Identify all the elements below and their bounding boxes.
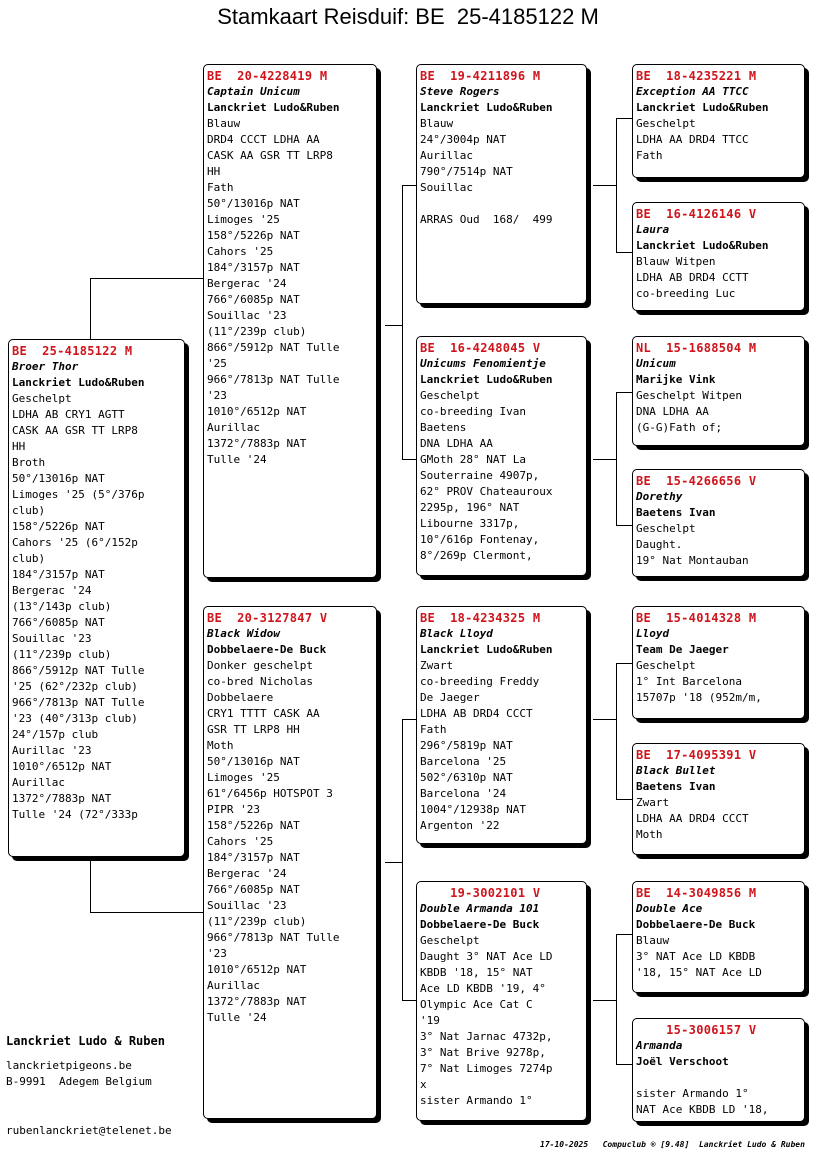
page-title: Stamkaart Reisduif: BE 25-4185122 M <box>217 4 599 29</box>
connector <box>402 459 417 460</box>
info-line: Souillac '23 <box>12 632 92 645</box>
ring-number: BE 25-4185122 M <box>12 344 133 358</box>
info-line: 1010°/6512p NAT <box>12 760 112 773</box>
owner-website[interactable]: lanckrietpigeons.be <box>6 1059 132 1072</box>
ring-number: BE 15-4014328 M <box>636 611 757 625</box>
pigeon-card-sire-dam-dam[interactable] <box>632 469 805 577</box>
info-line: 1372°/7883p NAT <box>207 437 307 450</box>
info-line: '25 (62°/232p club) <box>12 680 138 693</box>
info-line: Aurillac '23 <box>12 744 92 757</box>
info-line: club) <box>12 504 46 517</box>
info-line: Souillac '23 <box>207 899 287 912</box>
breeder-name: Baetens Ivan <box>636 780 716 793</box>
pigeon-card-subject[interactable] <box>8 339 185 857</box>
pigeon-card-dam-dam-sire[interactable] <box>632 881 805 993</box>
info-line: Blauw <box>207 117 241 130</box>
ring-number: BE 15-4266656 V <box>636 474 757 488</box>
info-line: 158°/5226p NAT <box>207 229 300 242</box>
info-line: 184°/3157p NAT <box>12 568 105 581</box>
ring-number: NL 15-1688504 M <box>636 341 757 355</box>
pigeon-card-sire-dam[interactable] <box>416 336 587 576</box>
info-line: LDHA AA DRD4 TTCC <box>636 133 749 146</box>
info-line: 3° NAT Ace LD KBDB <box>636 950 756 963</box>
breeder-name: Dobbelaere-De Buck <box>636 918 756 931</box>
info-line: 8°/269p Clermont, <box>420 549 533 562</box>
info-line: Aurillac <box>420 149 473 162</box>
info-line: (11°/239p club) <box>207 915 307 928</box>
breeder-name: Baetens Ivan <box>636 506 716 519</box>
connector <box>402 185 417 186</box>
connector <box>402 1000 417 1001</box>
info-line: LDHA AB DRD4 CCCT <box>420 707 533 720</box>
info-line: Aurillac <box>207 979 260 992</box>
info-line: (13°/143p club) <box>12 600 112 613</box>
info-line: Bergerac '24 <box>207 277 287 290</box>
connector <box>90 278 204 279</box>
info-line: 24°/3004p NAT <box>420 133 507 146</box>
info-line: 966°/7813p NAT Tulle <box>207 373 340 386</box>
info-line: 50°/13016p NAT <box>207 755 300 768</box>
info-line: '19 <box>420 1014 440 1027</box>
info-line: 15707p '18 (952m/m, <box>636 691 762 704</box>
info-line: LDHA AB CRY1 AGTT <box>12 408 125 421</box>
owner-name: Lanckriet Ludo & Ruben <box>6 1034 165 1048</box>
pigeon-name: Double Armanda 101 <box>420 902 540 915</box>
connector <box>90 278 91 340</box>
info-line: 2295p, 196° NAT <box>420 501 520 514</box>
info-line: Fath <box>207 181 234 194</box>
info-line: 1010°/6512p NAT <box>207 963 307 976</box>
info-line: Bergerac '24 <box>207 867 287 880</box>
info-line: 1010°/6512p NAT <box>207 405 307 418</box>
info-line: Geschelpt <box>12 392 72 405</box>
ring-number: BE 20-4228419 M <box>207 69 328 83</box>
info-line: 19° Nat Montauban <box>636 554 749 567</box>
info-line: ARRAS Oud 168/ 499 <box>420 213 553 226</box>
info-line: Limoges '25 <box>207 213 280 226</box>
info-line: 184°/3157p NAT <box>207 261 300 274</box>
pigeon-name: Broer Thor <box>12 360 79 373</box>
info-line: 10°/616p Fontenay, <box>420 533 540 546</box>
breeder-name: Dobbelaere-De Buck <box>207 643 327 656</box>
info-line: co-breeding Luc <box>636 287 736 300</box>
pigeon-card-sire-sire-dam[interactable] <box>632 202 805 311</box>
info-line: DNA LDHA AA <box>420 437 493 450</box>
pigeon-card-sire-dam-sire[interactable] <box>632 336 805 446</box>
info-line: 966°/7813p NAT Tulle <box>207 931 340 944</box>
info-line: 158°/5226p NAT <box>207 819 300 832</box>
pigeon-card-dam-sire[interactable] <box>416 606 587 844</box>
pigeon-card-dam-sire-dam[interactable] <box>632 743 805 855</box>
info-line: Zwart <box>636 796 670 809</box>
breeder-name: Lanckriet Ludo&Ruben <box>12 376 145 389</box>
pigeon-name: Steve Rogers <box>420 85 500 98</box>
info-line: 866°/5912p NAT Tulle <box>207 341 340 354</box>
pigeon-name: Dorethy <box>636 490 683 503</box>
info-line: 3° Nat Jarnac 4732p, <box>420 1030 553 1043</box>
connector <box>616 525 632 526</box>
info-line: Souillac <box>420 181 473 194</box>
pigeon-name: Lloyd <box>636 627 670 640</box>
breeder-name: Lanckriet Ludo&Ruben <box>420 373 553 386</box>
breeder-name: Lanckriet Ludo&Ruben <box>420 101 553 114</box>
connector <box>616 663 617 800</box>
info-line: '23 <box>207 947 227 960</box>
pigeon-card-dam-dam-dam[interactable] <box>632 1018 805 1122</box>
info-line: Geschelpt <box>636 117 696 130</box>
connector <box>616 1064 632 1065</box>
info-line: Moth <box>636 828 663 841</box>
info-line: Blauw <box>420 117 454 130</box>
info-line: Moth <box>207 739 234 752</box>
info-line: 7° Nat Limoges 7274p <box>420 1062 553 1075</box>
info-line: x <box>420 1078 427 1091</box>
info-line: 1° Int Barcelona <box>636 675 742 688</box>
info-line: Dobbelaere <box>207 691 274 704</box>
info-line: club) <box>12 552 46 565</box>
pigeon-name: Captain Unicum <box>207 85 300 98</box>
info-line: Souterraine 4907p, <box>420 469 540 482</box>
pigeon-card-dam-dam[interactable] <box>416 881 587 1121</box>
info-line: '25 <box>207 357 227 370</box>
info-line <box>420 196 583 212</box>
connector <box>616 392 617 526</box>
info-line: Souillac '23 <box>207 309 287 322</box>
info-line: 966°/7813p NAT Tulle <box>12 696 145 709</box>
info-line: Tulle '24 (72°/333p <box>12 808 138 821</box>
ring-number: BE 18-4235221 M <box>636 69 757 83</box>
connector <box>616 252 632 253</box>
info-line: (11°/239p club) <box>12 648 112 661</box>
info-line: Barcelona '25 <box>420 755 507 768</box>
breeder-name: Joël Verschoot <box>636 1055 729 1068</box>
pigeon-card-sire[interactable] <box>203 64 377 578</box>
info-line: Geschelpt <box>420 934 480 947</box>
info-line: Argenton '22 <box>420 819 500 832</box>
info-line: '23 (40°/313p club) <box>12 712 138 725</box>
pigeon-name: Black Bullet <box>636 764 716 777</box>
info-line: Daught 3° NAT Ace LD <box>420 950 553 963</box>
info-line: Cahors '25 <box>207 835 274 848</box>
ring-number: BE 20-3127847 V <box>207 611 328 625</box>
info-line: 766°/6085p NAT <box>207 293 300 306</box>
info-line: (11°/239p club) <box>207 325 307 338</box>
info-line: 50°/13016p NAT <box>12 472 105 485</box>
breeder-name: Lanckriet Ludo&Ruben <box>207 101 340 114</box>
info-line: Libourne 3317p, <box>420 517 520 530</box>
connector <box>593 719 616 720</box>
info-line: 502°/6310p NAT <box>420 771 513 784</box>
info-line: 1372°/7883p NAT <box>207 995 307 1008</box>
info-line: 24°/157p club <box>12 728 99 741</box>
ring-number: BE 18-4234325 M <box>420 611 541 625</box>
connector <box>616 934 617 1065</box>
info-line: De Jaeger <box>420 691 480 704</box>
info-line: 766°/6085p NAT <box>207 883 300 896</box>
info-line: 1372°/7883p NAT <box>12 792 112 805</box>
info-line: CASK AA GSR TT LRP8 <box>12 424 138 437</box>
info-line: Cahors '25 (6°/152p <box>12 536 138 549</box>
connector <box>385 325 402 326</box>
info-line: 158°/5226p NAT <box>12 520 105 533</box>
info-line: 184°/3157p NAT <box>207 851 300 864</box>
connector <box>616 799 632 800</box>
info-line: 866°/5912p NAT Tulle <box>12 664 145 677</box>
owner-address: B-9991 Adegem Belgium <box>6 1075 152 1088</box>
info-line: Barcelona '24 <box>420 787 507 800</box>
info-line: 1004°/12938p NAT <box>420 803 526 816</box>
info-line: Olympic Ace Cat C <box>420 998 533 1011</box>
breeder-name: Dobbelaere-De Buck <box>420 918 540 931</box>
info-line: '23 <box>207 389 227 402</box>
info-line: LDHA AB DRD4 CCTT <box>636 271 749 284</box>
info-line: HH <box>12 440 26 453</box>
pigeon-name: Laura <box>636 223 670 236</box>
pigeon-name: Double Ace <box>636 902 703 915</box>
pigeon-name: Armanda <box>636 1039 683 1052</box>
info-line: Fath <box>636 149 663 162</box>
pigeon-name: Unicums Fenomientje <box>420 357 546 370</box>
connector <box>616 118 632 119</box>
connector <box>616 934 632 935</box>
info-line: DNA LDHA AA <box>636 405 709 418</box>
info-line: 50°/13016p NAT <box>207 197 300 210</box>
pigeon-card-dam[interactable] <box>203 606 377 1119</box>
breeder-name: Team De Jaeger <box>636 643 729 656</box>
ring-number: BE 17-4095391 V <box>636 748 757 762</box>
connector <box>593 185 616 186</box>
pigeon-card-dam-sire-sire[interactable] <box>632 606 805 719</box>
info-line: KBDB '18, 15° NAT <box>420 966 533 979</box>
info-line: Limoges '25 <box>207 771 280 784</box>
breeder-name: Lanckriet Ludo&Ruben <box>636 239 769 252</box>
info-line: Aurillac <box>207 421 260 434</box>
ring-number: 19-3002101 V <box>420 886 541 900</box>
pigeon-card-sire-sire[interactable] <box>416 64 587 304</box>
info-line: CRY1 TTTT CASK AA <box>207 707 320 720</box>
info-line: Donker geschelpt <box>207 659 313 672</box>
pigeon-name: Unicum <box>636 357 676 370</box>
info-line: PIPR '23 <box>207 803 260 816</box>
connector <box>402 719 417 720</box>
connector <box>616 392 632 393</box>
info-line: Geschelpt Witpen <box>636 389 742 402</box>
info-line: LDHA AA DRD4 CCCT <box>636 812 749 825</box>
info-line: co-bred Nicholas <box>207 675 313 688</box>
connector <box>90 856 91 912</box>
connector <box>593 459 616 460</box>
info-line: Blauw <box>636 934 670 947</box>
info-line: Cahors '25 <box>207 245 274 258</box>
pigeon-name: Black Widow <box>207 627 280 640</box>
info-line: GSR TT LRP8 HH <box>207 723 300 736</box>
info-line: 766°/6085p NAT <box>12 616 105 629</box>
owner-email[interactable]: rubenlanckriet@telenet.be <box>6 1124 172 1137</box>
info-line: 3° Nat Brive 9278p, <box>420 1046 546 1059</box>
info-line: Fath <box>420 723 447 736</box>
connector <box>90 912 204 913</box>
ring-number: BE 19-4211896 M <box>420 69 541 83</box>
info-line: GMoth 28° NAT La <box>420 453 526 466</box>
info-line: Limoges '25 (5°/376p <box>12 488 145 501</box>
info-line: CASK AA GSR TT LRP8 <box>207 149 333 162</box>
breeder-name: Lanckriet Ludo&Ruben <box>636 101 769 114</box>
pigeon-name: Exception AA TTCC <box>636 85 749 98</box>
info-line: 790°/7514p NAT <box>420 165 513 178</box>
ring-number: 15-3006157 V <box>636 1023 757 1037</box>
info-line: 62° PROV Chateauroux <box>420 485 553 498</box>
info-line: (G-G)Fath of; <box>636 421 723 434</box>
info-line: Blauw Witpen <box>636 255 716 268</box>
info-line: Ace LD KBDB '19, 4° <box>420 982 546 995</box>
info-line: co-breeding Ivan <box>420 405 526 418</box>
info-line: Bergerac '24 <box>12 584 92 597</box>
info-line: Geschelpt <box>636 522 696 535</box>
info-line: 296°/5819p NAT <box>420 739 513 752</box>
info-line: Tulle '24 <box>207 1011 267 1024</box>
info-line: 61°/6456p HOTSPOT 3 <box>207 787 333 800</box>
info-line: Tulle '24 <box>207 453 267 466</box>
ring-number: BE 16-4248045 V <box>420 341 541 355</box>
info-line: HH <box>207 165 221 178</box>
info-line: sister Armando 1° <box>636 1087 749 1100</box>
info-line: Geschelpt <box>420 389 480 402</box>
info-line: Broth <box>12 456 46 469</box>
info-line: Baetens <box>420 421 467 434</box>
connector <box>616 663 632 664</box>
breeder-name: Marijke Vink <box>636 373 716 386</box>
pigeon-name: Black Lloyd <box>420 627 493 640</box>
info-line: NAT Ace KBDB LD '18, <box>636 1103 769 1116</box>
info-line: co-breeding Freddy <box>420 675 540 688</box>
ring-number: BE 16-4126146 V <box>636 207 757 221</box>
connector <box>402 719 403 1001</box>
info-line: '18, 15° NAT Ace LD <box>636 966 762 979</box>
info-line: DRD4 CCCT LDHA AA <box>207 133 320 146</box>
connector <box>402 185 403 460</box>
info-line: Zwart <box>420 659 454 672</box>
info-line: Aurillac <box>12 776 65 789</box>
ring-number: BE 14-3049856 M <box>636 886 757 900</box>
connector <box>593 1000 616 1001</box>
connector <box>616 118 617 253</box>
info-line: sister Armando 1° <box>420 1094 533 1107</box>
info-line: Geschelpt <box>636 659 696 672</box>
pigeon-card-sire-sire-sire[interactable] <box>632 64 805 178</box>
connector <box>385 862 402 863</box>
info-line: Daught. <box>636 538 683 551</box>
footer-credit: 17-10-2025 Compuclub ® [9.48] Lanckriet Ludo & Ruben <box>540 1140 805 1149</box>
breeder-name: Lanckriet Ludo&Ruben <box>420 643 553 656</box>
info-line <box>636 1070 801 1086</box>
